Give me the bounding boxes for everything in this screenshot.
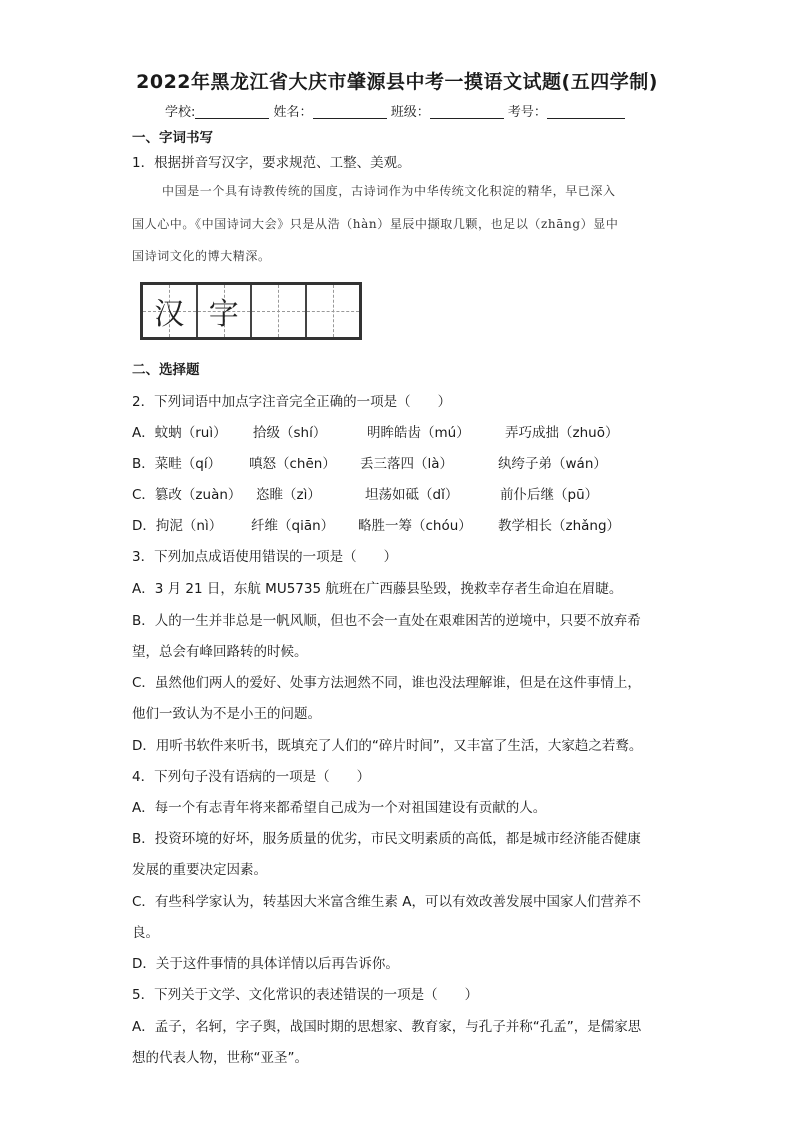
grid-cell[interactable]: [143, 285, 198, 337]
question-3-stem: 3．下列加点成语使用错误的一项是（ ）: [132, 549, 398, 565]
class-label: 班级：: [390, 105, 430, 120]
option-line: 想的代表人物，世称“亚圣”。: [132, 1050, 308, 1066]
option-a-item: 拾级（shí）: [253, 425, 327, 441]
option-line: A．每一个有志青年将来都希望自己成为一个对祖国建设有贡献的人。: [132, 800, 547, 816]
option-d-item: 纤维（qiān）: [251, 518, 335, 534]
question-5-stem: 5．下列关于文学、文化常识的表述错误的一项是（ ）: [132, 987, 479, 1003]
option-line: 良。: [132, 925, 159, 941]
option-line: 他们一致认为不是小王的问题。: [132, 706, 321, 722]
school-label: 学校:: [165, 105, 196, 120]
student-info-row: [165, 101, 625, 120]
option-b-item: 嗔怒（chēn）: [249, 456, 336, 472]
question-1-stem: 1．根据拼音写汉字，要求规范、工整、美观。: [132, 155, 411, 171]
option-line: D．用听书软件来听书，既填充了人们的“碎片时间”，又丰富了生活，大家趋之若鹜。: [132, 738, 643, 754]
writing-grid: [140, 282, 362, 340]
option-c-item: 恣睢（zì）: [256, 487, 321, 503]
option-d-item: 略胜一筹（chóu）: [358, 518, 472, 534]
section-heading-2: 二、选择题: [132, 362, 200, 378]
grid-char: 字: [208, 297, 239, 332]
grid-cell[interactable]: [307, 285, 360, 337]
option-b-item: 丢三落四（là）: [360, 456, 454, 472]
option-line: D．关于这件事情的具体详情以后再告诉你。: [132, 956, 399, 972]
grid-cell[interactable]: [198, 285, 253, 337]
option-c-item: C．篡改（zuàn）: [132, 487, 242, 503]
option-line: C．有些科学家认为，转基因大米富含维生素 A，可以有效改善发展中国家人们营养不: [132, 894, 641, 910]
passage-line: 国诗词文化的博大精深。: [132, 249, 271, 263]
option-a-item: A．蚊蚋（ruì）: [132, 425, 227, 441]
option-line: B．人的一生并非总是一帆风顺，但也不会一直处在艰难困苦的逆境中，只要不放弃希: [132, 613, 641, 629]
name-label: 姓名：: [273, 105, 313, 120]
option-line: B．投资环境的好坏，服务质量的优劣，市民文明素质的高低，都是城市经济能否健康: [132, 831, 641, 847]
question-2-stem: 2．下列词语中加点字注音完全正确的一项是（ ）: [132, 394, 452, 410]
option-line: 发展的重要决定因素。: [132, 862, 267, 878]
option-line: 望，总会有峰回路转的时候。: [132, 644, 308, 660]
passage-line: 中国是一个具有诗教传统的国度，古诗词作为中华传统文化积淀的精华，早已深入: [162, 184, 616, 198]
grid-cell[interactable]: [252, 285, 307, 337]
section-heading-1: 一、字词书写: [132, 130, 213, 146]
option-a-item: 明眸皓齿（mú）: [367, 425, 470, 441]
passage-line: 国人心中。《中国诗词大会》只是从浩（hàn）星辰中撷取几颗，也足以（zhāng）显中: [132, 217, 619, 231]
option-line: A．3 月 21 日，东航 MU5735 航班在广西藤县坠毁，挽救幸存者生命迫在眉睫。: [132, 581, 623, 597]
option-b-item: B．菜畦（qí）: [132, 456, 222, 472]
school-field[interactable]: [195, 104, 269, 119]
option-b-item: 纨绔子弟（wán）: [498, 456, 607, 472]
question-4-stem: 4．下列句子没有语病的一项是（ ）: [132, 769, 371, 785]
option-a-item: 弄巧成拙（zhuō）: [505, 425, 619, 441]
exam-number-field[interactable]: [547, 104, 625, 119]
option-d-item: D．拘泥（nì）: [132, 518, 223, 534]
option-d-item: 教学相长（zhǎng）: [498, 518, 621, 534]
grid-char: 汉: [154, 297, 185, 332]
name-field[interactable]: [313, 104, 387, 119]
option-c-item: 坦荡如砥（dǐ）: [365, 487, 459, 503]
option-line: C．虽然他们两人的爱好、处事方法迥然不同，谁也没法理解谁，但是在这件事情上，: [132, 675, 641, 691]
exam-title: 2022年黑龙江省大庆市肇源县中考一摸语文试题(五四学制): [136, 71, 658, 93]
exam-number-label: 考号：: [507, 105, 547, 120]
class-field[interactable]: [430, 104, 504, 119]
option-c-item: 前仆后继（pū）: [500, 487, 599, 503]
option-line: A．孟子，名轲，字子舆，战国时期的思想家、教育家，与孔子并称“孔孟”，是儒家思: [132, 1019, 642, 1035]
